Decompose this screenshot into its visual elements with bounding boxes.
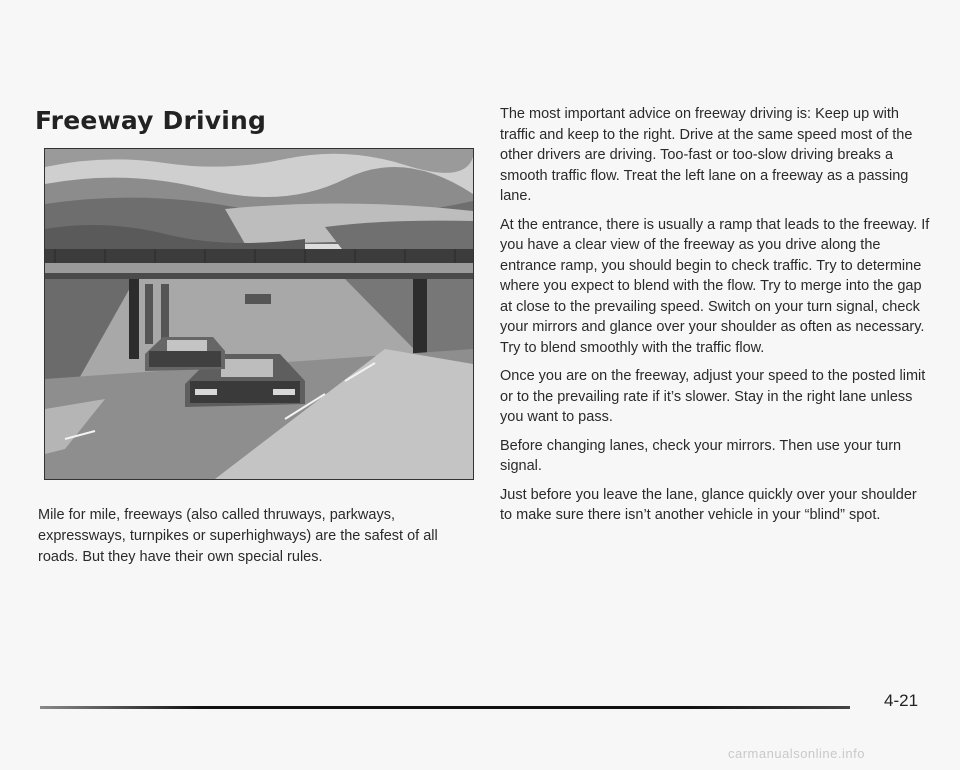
body-text-column bbox=[500, 104, 930, 534]
footer-rule bbox=[40, 706, 850, 709]
freeway-overpass-illustration bbox=[44, 148, 474, 480]
paragraph-adjust-speed: Once you are on the freeway, adjust your speed to the posted limit or to the prevailing rate if it’s slower. Stay in the right lane unless you want to pass. bbox=[500, 368, 926, 425]
paragraph-keep-with-traffic: The most important advice on freeway driving is: Keep up with traffic and keep to the right. Drive at the same speed most of the other drivers are driving. Too-fast or too-slow driving breaks a smooth traffic flow. Treat the left lane on a freeway as a passing lane. bbox=[500, 106, 913, 204]
illustration-caption: Mile for mile, freeways (also called thruways, parkways, expressways, turnpikes or superhighways) are the safest of all roads. But they have their own special rules. bbox=[38, 507, 438, 565]
paragraph-changing-lanes: Before changing lanes, check your mirrors. Then use your turn signal. bbox=[500, 437, 902, 474]
page-number: 4-21 bbox=[884, 691, 919, 710]
watermark: carmanualsonline.info bbox=[728, 746, 865, 761]
paragraph-blind-spot: Just before you leave the lane, glance quickly over your shoulder to make sure there isn’t another vehicle in your “blind” spot. bbox=[500, 486, 917, 523]
paragraph-entrance-ramp: At the entrance, there is usually a ramp that leads to the freeway. If you have a clear view of the freeway as you drive along the entrance ramp, you should begin to check traffic. Try to determine where you expect to blend with the flow. Try to merge into the gap at close to the prevailing speed. Switch on your turn signal, check your mirrors and glance over your shoulder as often as necessary. Try to blend smoothly with the traffic flow. bbox=[500, 216, 930, 356]
illustration-drawing bbox=[45, 149, 473, 479]
page-title: Freeway Driving bbox=[35, 106, 267, 135]
